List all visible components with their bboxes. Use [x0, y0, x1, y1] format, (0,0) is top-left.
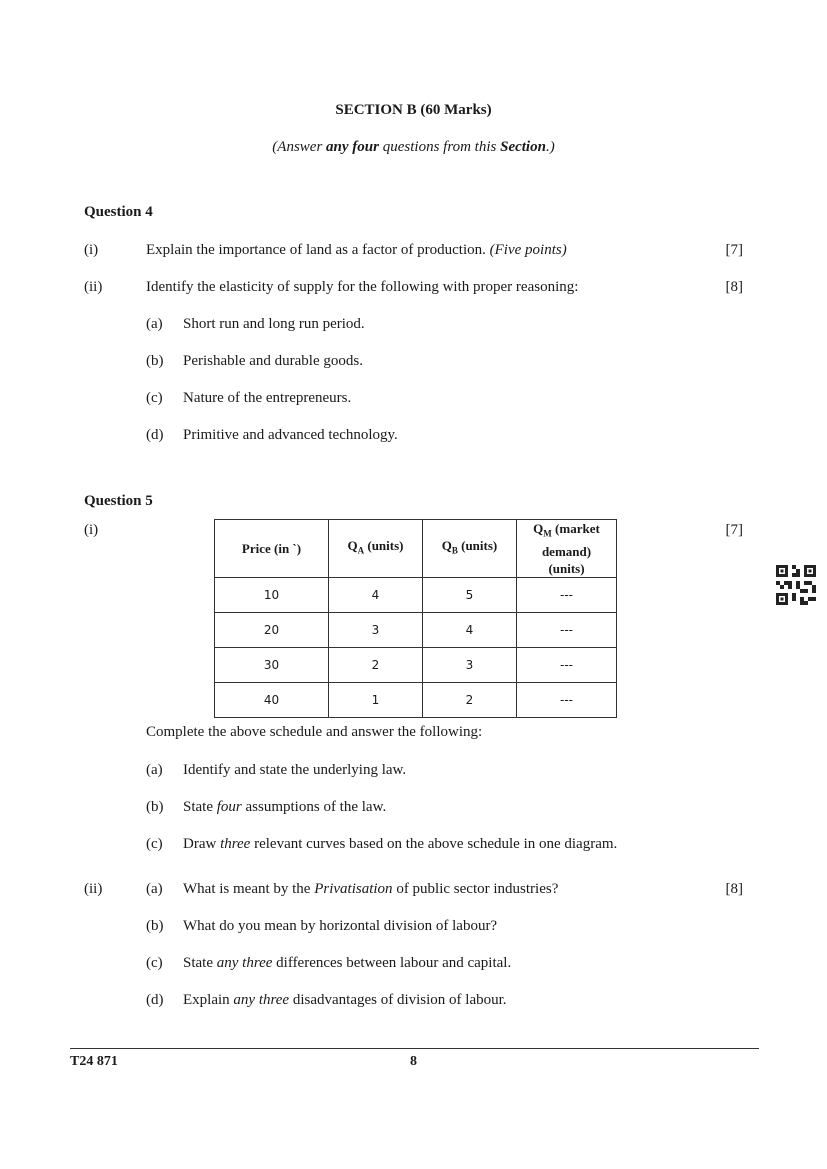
cell-qm: ---: [517, 612, 617, 647]
q4-i-number: (i): [84, 242, 99, 258]
q4-ii-a-text: Short run and long run period.: [183, 316, 365, 332]
q4-i-text: [146, 242, 567, 259]
cell-qb: 5: [423, 577, 517, 612]
cell-qm: ---: [517, 647, 617, 682]
q5-i-b-text: [183, 799, 386, 816]
q5-i-c-label: (c): [146, 836, 163, 852]
table-header-row: [215, 520, 617, 578]
header-qm: [517, 520, 617, 578]
q5-ii-d-label: (d): [146, 992, 164, 1008]
footer-divider: [70, 1048, 759, 1049]
q5-i-a-label: (a): [146, 762, 163, 778]
cell-qm: ---: [517, 577, 617, 612]
q5-ii-b-text: What do you mean by horizontal division of labour?: [183, 918, 498, 934]
q4-ii-a-label: (a): [146, 316, 163, 332]
cell-qb: 4: [423, 612, 517, 647]
header-qa-q: Q: [347, 538, 358, 553]
cell-qa: 4: [329, 577, 423, 612]
q4-ii-marks: [8]: [725, 279, 743, 295]
table-row: [215, 682, 617, 717]
header-qa-sub: A: [357, 545, 365, 556]
header-qm-demand: demand): [541, 543, 592, 559]
header-qm-sub: M: [543, 528, 552, 539]
cell-qm: ---: [517, 682, 617, 717]
header-qm-market: (market: [551, 521, 600, 536]
instruction-pre: (Answer: [272, 139, 327, 155]
qr-code-icon: [776, 565, 816, 605]
q4-ii-d-text: Primitive and advanced technology.: [183, 427, 398, 443]
q5-ii-d-pre: Explain: [183, 992, 234, 1008]
q5-ii-c-post: differences between labour and capital.: [272, 955, 512, 971]
cell-qa: 1: [329, 682, 423, 717]
q5-i-c-pre: Draw: [183, 836, 221, 852]
q5-ii-a-italic: Privatisation: [314, 881, 393, 897]
question-5-heading: Question 5: [84, 493, 153, 509]
header-qb-rest: (units): [457, 538, 498, 553]
q5-ii-d-text: [183, 992, 507, 1009]
header-qa: [329, 520, 423, 578]
q5-i-a-text: Identify and state the underlying law.: [183, 762, 407, 778]
header-qm-q: Q: [533, 521, 544, 536]
q5-i-c-text: [183, 836, 617, 853]
header-qb: [423, 520, 517, 578]
q5-i-complete-text: Complete the above schedule and answer the following:: [146, 724, 483, 740]
q5-ii-c-pre: State: [183, 955, 217, 971]
q4-i-main: Explain the importance of land as a factor of production.: [146, 242, 490, 258]
q5-i-b-italic: four: [216, 799, 242, 815]
header-qm-units: (units): [548, 560, 585, 576]
cell-qa: 3: [329, 612, 423, 647]
cell-qb: 2: [423, 682, 517, 717]
q5-ii-a-post: of public sector industries?: [392, 881, 559, 897]
instruction-mid: questions from this: [378, 139, 501, 155]
q5-i-b-post: assumptions of the law.: [241, 799, 387, 815]
q5-i-number: (i): [84, 522, 99, 538]
q5-ii-c-label: (c): [146, 955, 163, 971]
q5-i-marks: [7]: [725, 522, 743, 538]
instruction-post: .): [545, 139, 555, 155]
cell-price: 30: [215, 647, 329, 682]
q4-ii-c-text: Nature of the entrepreneurs.: [183, 390, 352, 406]
section-instruction: [0, 139, 827, 156]
table-row: [215, 577, 617, 612]
q4-ii-b-label: (b): [146, 353, 164, 369]
q4-ii-d-label: (d): [146, 427, 164, 443]
q4-ii-number: (ii): [84, 279, 103, 295]
q5-i-c-post: relevant curves based on the above schedule in one diagram.: [250, 836, 618, 852]
q5-i-c-italic: three: [220, 836, 251, 852]
q5-ii-marks: [8]: [725, 881, 743, 897]
question-4-heading: Question 4: [84, 204, 153, 220]
q5-ii-a-label: (a): [146, 881, 163, 897]
cell-qb: 3: [423, 647, 517, 682]
q4-ii-text: Identify the elasticity of supply for the following with proper reasoning:: [146, 279, 579, 295]
q5-ii-d-italic: any three: [233, 992, 290, 1008]
cell-price: 10: [215, 577, 329, 612]
header-qb-sub: B: [451, 545, 458, 556]
header-price: Price (in `): [215, 520, 329, 578]
cell-price: 40: [215, 682, 329, 717]
q4-i-marks: [7]: [725, 242, 743, 258]
q4-ii-b-text: Perishable and durable goods.: [183, 353, 363, 369]
table-row: [215, 647, 617, 682]
q5-ii-d-post: disadvantages of division of labour.: [289, 992, 507, 1008]
q5-ii-c-italic: any three: [216, 955, 273, 971]
demand-schedule-table: [214, 519, 617, 718]
q5-ii-a-text: [183, 881, 558, 898]
cell-price: 20: [215, 612, 329, 647]
q5-ii-c-text: [183, 955, 511, 972]
header-qb-q: Q: [441, 538, 452, 553]
q5-ii-a-pre: What is meant by the: [183, 881, 315, 897]
q4-i-italic: (Five points): [489, 242, 567, 258]
cell-qa: 2: [329, 647, 423, 682]
q4-ii-c-label: (c): [146, 390, 163, 406]
q5-i-b-label: (b): [146, 799, 164, 815]
instruction-section: Section: [500, 139, 546, 155]
q5-ii-number: (ii): [84, 881, 103, 897]
instruction-any-four: any four: [326, 139, 379, 155]
table-row: [215, 612, 617, 647]
header-qa-rest: (units): [364, 538, 404, 553]
q5-ii-b-label: (b): [146, 918, 164, 934]
section-title: SECTION B (60 Marks): [335, 102, 492, 118]
q5-i-b-pre: State: [183, 799, 217, 815]
footer-paper-code: T24 871: [70, 1054, 118, 1069]
footer-page-number: 8: [410, 1054, 417, 1069]
